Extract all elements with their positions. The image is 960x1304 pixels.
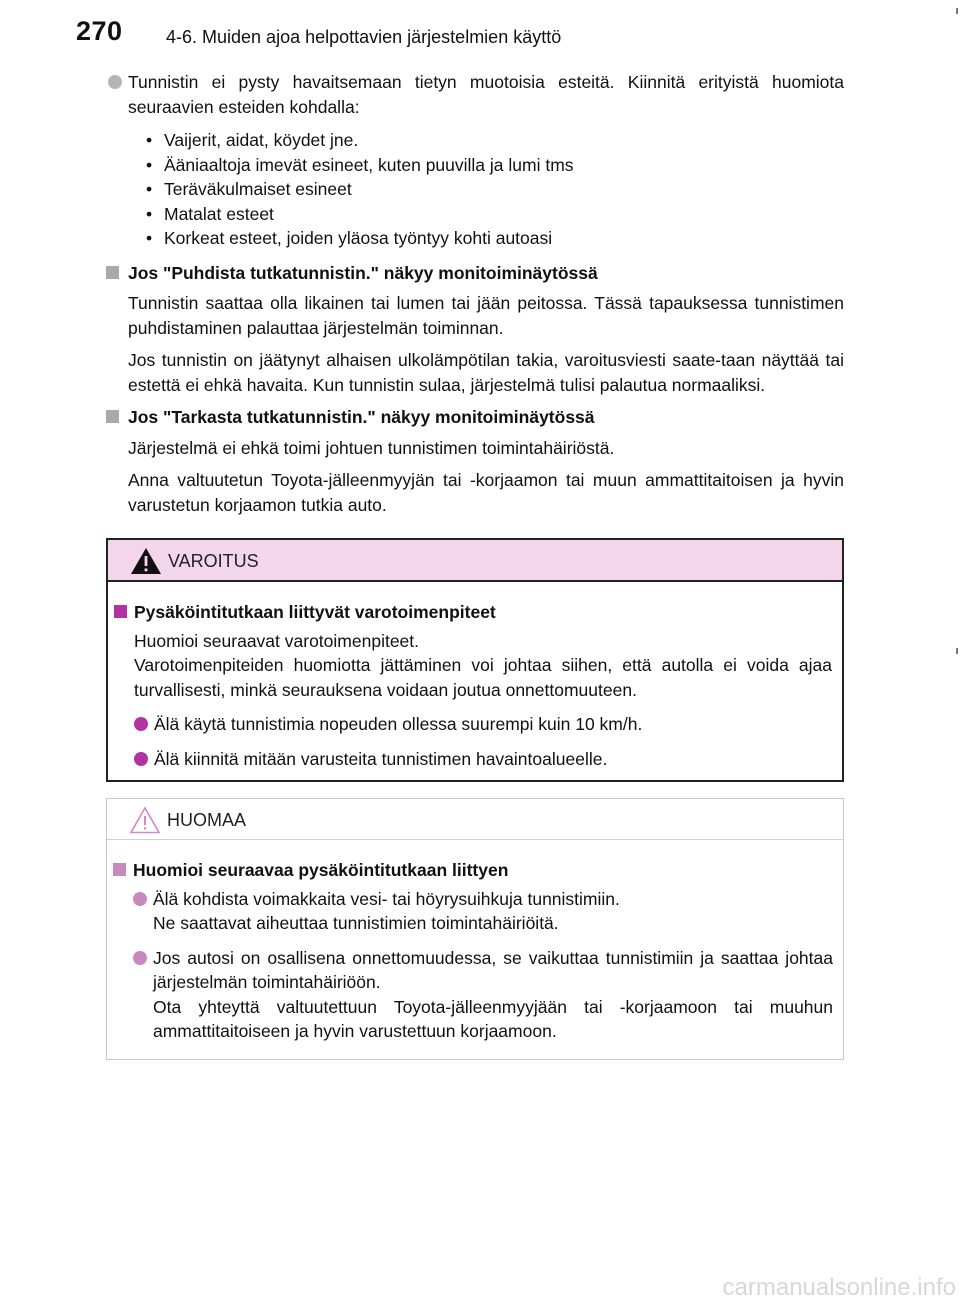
- circle-bullet-icon: [134, 717, 148, 731]
- notice-bullet: Jos autosi on osallisena onnettomuudessa, se vaikuttaa tunnistimiin ja saattaa johtaa järjestelmän toimintahäiriöön. Ota yhteyttä valtuutettuun Toyota-jälleenmyyjään tai -korjaamoon tai muuhun ammattitaitoiseen ja hyvin varustettuun korjaamoon.: [113, 946, 833, 1044]
- circle-bullet-icon: [108, 75, 122, 89]
- square-bullet-icon: [114, 605, 127, 618]
- intro-bullet: [108, 70, 844, 119]
- paragraph: Jos tunnistin on jäätynyt alhaisen ulkolämpötilan takia, varoitusviesti saate-taan näyttää tai estettä ei ehkä havaita. Kun tunnistin sulaa, järjestelmä tulisi palautua normaaliksi.: [128, 350, 844, 395]
- paragraph: Anna valtuutetun Toyota-jälleenmyyjän tai -korjaamon tai muun ammattitaitoisen ja hyvin varustetun korjaamon tutkia auto.: [128, 470, 844, 515]
- list-item: • Teräväkulmaiset esineet: [146, 179, 352, 199]
- square-bullet-icon: [106, 410, 119, 423]
- section-title: 4-6. Muiden ajoa helpottavien järjestelmien käyttö: [166, 27, 562, 47]
- notice-header: [107, 799, 843, 840]
- warning-header: [108, 540, 842, 582]
- notice-box: [106, 798, 844, 1060]
- square-bullet-icon: [106, 266, 119, 279]
- intro-text: Tunnistin ei pysty havaitsemaan tietyn muotoisia esteitä. Kiinnitä erityistä huomiota seuraavien esteiden kohdalla:: [128, 72, 844, 117]
- warning-text: Varotoimenpiteiden huomiotta jättäminen voi johtaa siihen, että autolla ei voida ajaa turvallisesti, minkä seurauksena voidaan joutua onnettomuuteen.: [134, 655, 832, 700]
- circle-bullet-icon: [133, 951, 147, 965]
- obstacle-list: [108, 128, 844, 251]
- list-item: • Korkeat esteet, joiden yläosa työntyy kohti autoasi: [146, 228, 553, 248]
- warning-bullet: Älä kiinnitä mitään varusteita tunnistimen havaintoalueelle.: [114, 747, 832, 772]
- section-heading-clean: Jos "Puhdista tutkatunnistin." näkyy monitoiminäytössä: [106, 261, 844, 286]
- warning-bullet: Älä käytä tunnistimia nopeuden ollessa suurempi kuin 10 km/h.: [114, 712, 832, 737]
- paragraph: Järjestelmä ei ehkä toimi johtuen tunnistimen toimintahäiriöstä.: [128, 437, 615, 458]
- list-item: • Matalat esteet: [146, 203, 274, 224]
- watermark: carmanualsonline.info: [722, 1274, 956, 1301]
- circle-bullet-icon: [134, 752, 148, 766]
- circle-bullet-icon: [133, 892, 147, 906]
- notice-bullet: Älä kohdista voimakkaita vesi- tai höyrysuihkuja tunnistimiin. Ne saattavat aiheuttaa tunnistimien toimintahäiriöitä.: [113, 887, 833, 936]
- warning-triangle-icon: [130, 546, 162, 576]
- warning-text: Huomioi seuraavat varotoimenpiteet.: [134, 630, 420, 651]
- square-bullet-icon: [113, 863, 126, 876]
- notice-title: HUOMAA: [167, 810, 247, 830]
- notice-heading: Huomioi seuraavaa pysäköintitutkaan liittyen: [113, 858, 833, 883]
- list-item: • Ääniaaltoja imevät esineet, kuten puuvilla ja lumi tms: [146, 154, 574, 175]
- paragraph: Tunnistin saattaa olla likainen tai lumen tai jään peitossa. Tässä tapauksessa tunnistimen puhdistaminen palauttaa järjestelmän toiminnan.: [128, 293, 844, 338]
- section-heading-check: Jos "Tarkasta tutkatunnistin." näkyy monitoiminäytössä: [106, 405, 844, 430]
- list-item: • Vaijerit, aidat, köydet jne.: [146, 130, 359, 150]
- warning-box: [106, 538, 844, 782]
- caution-triangle-icon: [129, 805, 161, 835]
- edge-mark: [956, 8, 958, 14]
- main-content: [108, 70, 844, 525]
- warning-title: VAROITUS: [168, 551, 259, 571]
- edge-mark: [956, 648, 958, 654]
- warning-heading: Pysäköintitutkaan liittyvät varotoimenpiteet: [114, 600, 832, 625]
- page-number: 270: [76, 16, 123, 46]
